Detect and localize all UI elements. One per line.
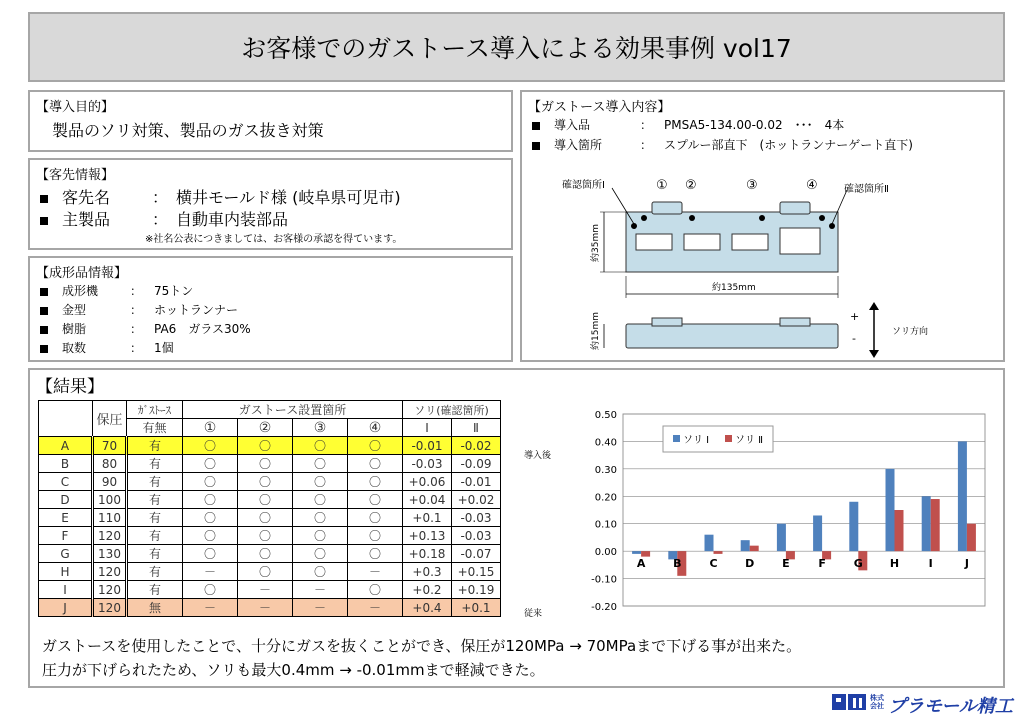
molding-panel	[28, 256, 513, 362]
intro-label: 導入箇所	[554, 138, 603, 152]
result-heading: 【結果】	[36, 377, 104, 397]
cell-pos1: －	[183, 599, 238, 617]
product-value: 自動車内装部品	[176, 210, 289, 229]
cell-label: D	[39, 491, 93, 509]
result-panel	[28, 368, 1005, 688]
cell-label: A	[39, 437, 93, 455]
cell-warp2: -0.02	[452, 437, 501, 455]
gas-point-3-icon	[759, 215, 765, 221]
warp-chart	[575, 406, 995, 616]
plus-label: +	[850, 310, 860, 323]
cell-warp2: +0.15	[452, 563, 501, 581]
x-tick-label: F	[818, 557, 826, 571]
molding-value: ホットランナー	[154, 303, 239, 317]
cell-pos4: －	[348, 563, 403, 581]
bar-I-s2	[931, 499, 940, 551]
cell-pos2: －	[238, 599, 293, 617]
cell-warp2: +0.19	[452, 581, 501, 599]
cell-warp1: +0.2	[403, 581, 452, 599]
gas-point-4-icon	[819, 215, 825, 221]
product-sep: ：	[152, 210, 169, 229]
cell-pos3: 〇	[293, 455, 348, 473]
cell-label: G	[39, 545, 93, 563]
cell-label: F	[39, 527, 93, 545]
cell-pos4: 〇	[348, 473, 403, 491]
cell-pos4: 〇	[348, 527, 403, 545]
intro-label: 導入品	[554, 118, 591, 132]
cell-warp1: +0.18	[403, 545, 452, 563]
window-1	[636, 234, 672, 250]
window-4	[780, 228, 820, 254]
pos2-header: ②	[238, 419, 293, 437]
y-tick-label: 0.20	[594, 492, 617, 504]
cell-pos2: 〇	[238, 473, 293, 491]
intro-heading: 【ガストース導入内容】	[528, 100, 671, 115]
minus-label: -	[852, 332, 856, 345]
cell-presence: 有	[127, 455, 183, 473]
cell-pos3: －	[293, 599, 348, 617]
gastos-header: ｶﾞｽﾄｰｽ	[127, 401, 183, 419]
y-tick-label: 0.10	[594, 519, 617, 531]
customer-note: ※社名公表につきましては、お客様の承認を得ています。	[145, 234, 403, 245]
customer-panel	[28, 158, 513, 250]
cell-presence: 有	[127, 509, 183, 527]
cell-presence: 有	[127, 581, 183, 599]
cell-pos2: 〇	[238, 437, 293, 455]
boss-1	[652, 202, 682, 214]
legend-label: ソリ Ⅱ	[735, 435, 764, 446]
cell-presence: 有	[127, 545, 183, 563]
y-tick-label: 0.30	[594, 464, 617, 476]
molding-label: 樹脂	[62, 322, 87, 336]
cell-label: I	[39, 581, 93, 599]
warp-header: ソリ(確認箇所)	[403, 401, 501, 419]
intro-value: PMSA5-134.00-0.02 ･･･ 4本	[664, 118, 845, 132]
x-tick-label: J	[964, 557, 969, 571]
title-banner	[28, 12, 1005, 82]
cell-pos4: －	[348, 599, 403, 617]
marker-1: ①	[656, 178, 668, 193]
molding-row	[40, 320, 251, 337]
cell-warp2: +0.1	[452, 599, 501, 617]
cell-pos2: 〇	[238, 455, 293, 473]
molding-sep: ：	[130, 303, 143, 317]
cell-warp2: -0.01	[452, 473, 501, 491]
cell-label: J	[39, 599, 93, 617]
position-header: ガストース設置箇所	[183, 401, 403, 419]
molding-label: 成形機	[62, 284, 99, 298]
cell-presence: 無	[127, 599, 183, 617]
customer-label: 客先名	[62, 188, 111, 207]
legend-swatch	[673, 435, 680, 442]
table-row	[39, 563, 501, 581]
boss-2	[780, 202, 810, 214]
cell-pressure: 80	[93, 455, 127, 473]
cell-pressure: 70	[93, 437, 127, 455]
cell-warp1: +0.4	[403, 599, 452, 617]
cell-warp1: +0.13	[403, 527, 452, 545]
logo-text: プラモール精工	[888, 696, 1013, 717]
molding-value: 75トン	[154, 284, 194, 298]
table-row	[39, 455, 501, 473]
bar-F-s1	[813, 515, 822, 551]
x-tick-label: B	[673, 557, 682, 571]
cell-pos1: 〇	[183, 527, 238, 545]
cell-warp1: +0.04	[403, 491, 452, 509]
bullet-icon	[40, 217, 48, 225]
cell-pos3: 〇	[293, 473, 348, 491]
molding-row	[40, 339, 174, 356]
cell-warp1: +0.06	[403, 473, 452, 491]
side-label: 約15mm	[591, 312, 601, 350]
cell-pressure: 120	[93, 527, 127, 545]
cell-warp1: -0.01	[403, 437, 452, 455]
y-tick-label: 0.40	[594, 437, 617, 449]
customer-heading: 【客先情報】	[36, 168, 115, 183]
table-row	[39, 473, 501, 491]
marker-3: ③	[746, 178, 758, 193]
intro-value: スプルー部直下 (ホットランナーゲート直下)	[664, 138, 913, 152]
cell-label: B	[39, 455, 93, 473]
cell-warp2: +0.02	[452, 491, 501, 509]
cell-label: E	[39, 509, 93, 527]
molding-sep: ：	[130, 341, 143, 355]
page-title: お客様でのガストース導入による効果事例 vol17	[241, 34, 792, 63]
height-label: 約35mm	[591, 224, 601, 262]
cell-presence: 有	[127, 527, 183, 545]
cell-pos1: －	[183, 563, 238, 581]
cell-pos4: 〇	[348, 581, 403, 599]
cell-presence: 有	[127, 563, 183, 581]
cell-pos3: 〇	[293, 491, 348, 509]
table-row	[39, 491, 501, 509]
bar-I-s1	[922, 496, 931, 551]
intro-sep: ：	[640, 118, 653, 132]
cell-presence: 有	[127, 491, 183, 509]
cell-pos1: 〇	[183, 581, 238, 599]
bar-H-s1	[886, 469, 895, 551]
cell-pos3: 〇	[293, 527, 348, 545]
table-row	[39, 527, 501, 545]
customer-row-product	[40, 207, 288, 230]
cell-pos4: 〇	[348, 545, 403, 563]
presence-header: 有無	[127, 419, 183, 437]
check-label-1: 確認箇所Ⅰ	[562, 180, 605, 191]
molding-row	[40, 282, 193, 299]
cell-pos1: 〇	[183, 545, 238, 563]
bullet-icon	[532, 122, 540, 130]
part-side-view	[626, 324, 838, 348]
intro-sep: ：	[640, 138, 653, 152]
cell-pos4: 〇	[348, 491, 403, 509]
cell-pos1: 〇	[183, 455, 238, 473]
x-tick-label: C	[709, 557, 718, 571]
cell-pos1: 〇	[183, 491, 238, 509]
y-tick-label: 0.50	[594, 410, 617, 421]
cell-pos3: －	[293, 581, 348, 599]
summary-line-1: ガストースを使用したことで、十分にガスを抜くことができ、保圧が120MPa → 70MPaまで下げる事が出来た。	[42, 637, 802, 655]
cell-pos3: 〇	[293, 437, 348, 455]
cell-pos2: 〇	[238, 563, 293, 581]
cell-pos3: 〇	[293, 509, 348, 527]
cell-pressure: 120	[93, 581, 127, 599]
cell-pressure: 110	[93, 509, 127, 527]
cell-presence: 有	[127, 473, 183, 491]
cell-label: C	[39, 473, 93, 491]
cell-warp1: -0.03	[403, 455, 452, 473]
cell-pos3: 〇	[293, 563, 348, 581]
window-3	[732, 234, 768, 250]
before-label: 従来	[524, 609, 543, 619]
bar-G-s1	[849, 502, 858, 551]
intro-panel	[520, 90, 1005, 362]
cell-pressure: 120	[93, 599, 127, 617]
customer-row-name	[40, 185, 401, 208]
bar-D-s2	[750, 546, 759, 551]
molding-row	[40, 301, 238, 318]
molding-sep: ：	[130, 284, 143, 298]
direction-label: ソリ方向	[892, 327, 929, 337]
warp2-header: Ⅱ	[452, 419, 501, 437]
purpose-panel	[28, 90, 513, 152]
bullet-icon	[532, 142, 540, 150]
bullet-icon	[40, 307, 48, 315]
customer-sep: ：	[152, 188, 169, 207]
molding-value: PA6 ガラス30%	[154, 322, 251, 336]
molding-value: 1個	[154, 341, 174, 355]
gas-point-1-icon	[641, 215, 647, 221]
part-diagram	[522, 158, 1003, 358]
cell-pos2: －	[238, 581, 293, 599]
cell-pos2: 〇	[238, 527, 293, 545]
cell-label: H	[39, 563, 93, 581]
company-logo	[830, 690, 1013, 718]
cell-pos3: 〇	[293, 545, 348, 563]
pos4-header: ④	[348, 419, 403, 437]
summary-line-2: 圧力が下げられたため、ソリも最大0.4mm → -0.01mmまで軽減できた。	[42, 661, 545, 679]
cell-pressure: 100	[93, 491, 127, 509]
bullet-icon	[40, 326, 48, 334]
x-tick-label: I	[928, 557, 933, 571]
cell-warp2: -0.03	[452, 509, 501, 527]
molding-label: 金型	[62, 303, 87, 317]
intro-row	[532, 136, 913, 153]
gas-point-2-icon	[689, 215, 695, 221]
after-label: 導入後	[524, 451, 552, 461]
purpose-text: 製品のソリ対策、製品のガス抜き対策	[52, 121, 324, 140]
table-row	[39, 509, 501, 527]
bar-D-s1	[741, 540, 750, 551]
bar-C-s1	[705, 535, 714, 551]
check-label-2: 確認箇所Ⅱ	[844, 184, 889, 195]
bullet-icon	[40, 195, 48, 203]
cell-warp1: +0.3	[403, 563, 452, 581]
x-tick-label: A	[636, 557, 646, 571]
cell-pos1: 〇	[183, 473, 238, 491]
logo-small-text: 株式会社	[870, 694, 884, 710]
warp1-header: Ⅰ	[403, 419, 452, 437]
table-row	[39, 545, 501, 563]
cell-warp2: -0.07	[452, 545, 501, 563]
cell-pos4: 〇	[348, 437, 403, 455]
cell-pos2: 〇	[238, 545, 293, 563]
pos3-header: ③	[293, 419, 348, 437]
bar-E-s1	[777, 524, 786, 551]
width-label: 約135mm	[712, 283, 756, 293]
corner-cell	[39, 401, 93, 437]
bar-J-s2	[967, 524, 976, 551]
cell-pos1: 〇	[183, 509, 238, 527]
cell-warp2: -0.03	[452, 527, 501, 545]
molding-sep: ：	[130, 322, 143, 336]
molding-label: 取数	[62, 341, 87, 355]
bar-C-s2	[714, 551, 723, 554]
marker-4: ④	[806, 178, 818, 193]
pos1-header: ①	[183, 419, 238, 437]
table-row	[39, 437, 501, 455]
purpose-heading: 【導入目的】	[36, 100, 115, 115]
molding-heading: 【成形品情報】	[36, 266, 128, 281]
cell-pressure: 90	[93, 473, 127, 491]
customer-value: 横井モールド様 (岐阜県可児市)	[176, 188, 401, 207]
x-tick-label: H	[889, 557, 900, 571]
cell-pos1: 〇	[183, 437, 238, 455]
y-tick-label: -0.10	[591, 574, 617, 586]
bullet-icon	[40, 345, 48, 353]
intro-row	[532, 116, 844, 133]
bar-A-s2	[641, 551, 650, 556]
cell-warp2: -0.09	[452, 455, 501, 473]
window-2	[684, 234, 720, 250]
cell-pos2: 〇	[238, 509, 293, 527]
legend-swatch	[725, 435, 732, 442]
table-row	[39, 581, 501, 599]
cell-pressure: 120	[93, 563, 127, 581]
bullet-icon	[40, 288, 48, 296]
x-tick-label: E	[782, 557, 790, 571]
bar-H-s2	[895, 510, 904, 551]
cell-pos4: 〇	[348, 509, 403, 527]
bar-A-s1	[632, 551, 641, 554]
cell-presence: 有	[127, 437, 183, 455]
x-tick-label: G	[853, 557, 863, 571]
logo-mark-icon	[830, 690, 870, 716]
x-tick-label: D	[745, 557, 755, 571]
y-tick-label: -0.20	[591, 602, 617, 613]
pressure-header: 保圧	[93, 401, 127, 437]
cell-pos4: 〇	[348, 455, 403, 473]
cell-pos2: 〇	[238, 491, 293, 509]
marker-2: ②	[685, 178, 697, 193]
legend-label: ソリ Ⅰ	[683, 435, 710, 446]
product-label: 主製品	[62, 210, 111, 229]
y-tick-label: 0.00	[594, 547, 617, 559]
cell-pressure: 130	[93, 545, 127, 563]
result-table	[38, 400, 501, 617]
bar-J-s1	[958, 441, 967, 551]
cell-warp1: +0.1	[403, 509, 452, 527]
table-row	[39, 599, 501, 617]
